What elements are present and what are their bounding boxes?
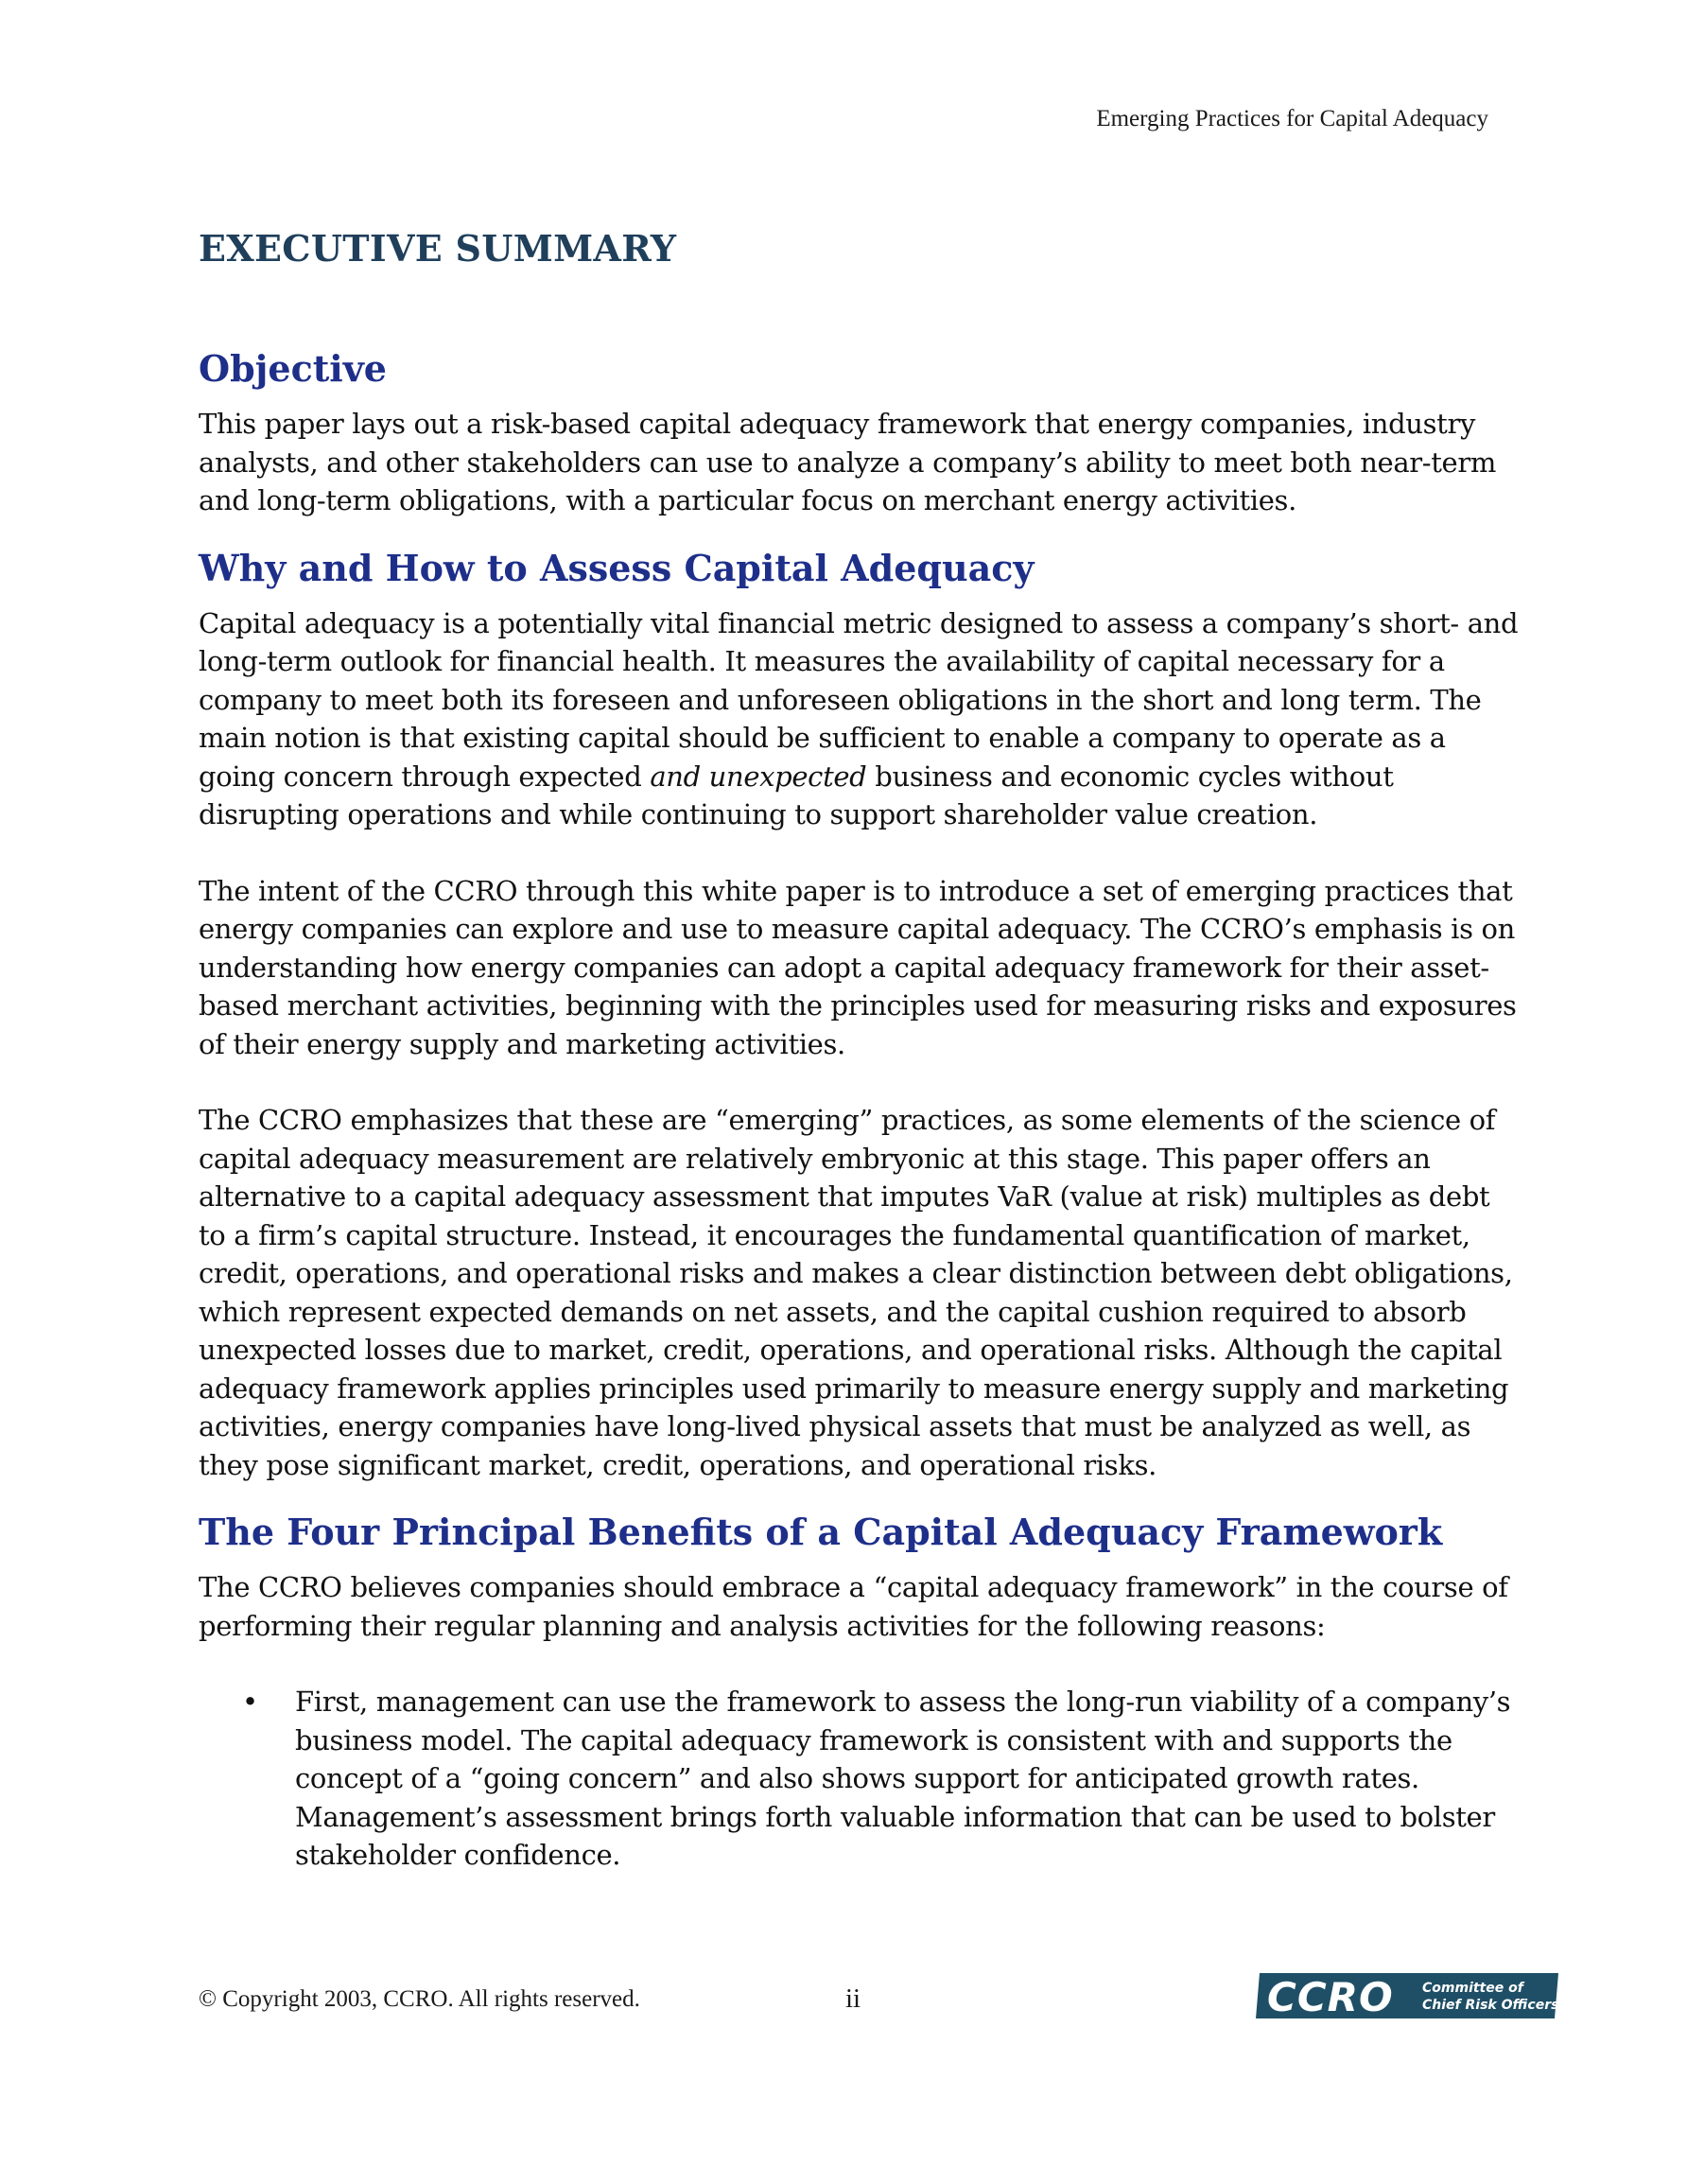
why-paragraph-1 — [199, 604, 1522, 834]
why-paragraph-1-part-a: Capital adequacy is a potentially vital financial metric designed to assess a company’s short- and long-term outlook for financial health. It measures the availability of capital necessary for a company to meet both its foreseen and unforeseen obligations in the short and long term. The main notion is that existing capital should be sufficient to enable a company to operate as a going concern through expected — [199, 606, 1519, 793]
why-paragraph-2: The intent of the CCRO through this white paper is to introduce a set of emerging practices that energy companies can explore and use to measure capital adequacy. The CCRO’s emphasis is on understanding how energy companies can adopt a capital adequacy framework for their asset-based merchant activities, beginning with the principles used for measuring risks and exposures of their energy supply and marketing activities. — [199, 874, 1517, 1060]
footer-copyright: © Copyright 2003, CCRO. All rights reserved. — [199, 1986, 640, 2012]
ccro-logo — [1254, 1969, 1562, 2022]
logo-line-1: Committee of — [1422, 1981, 1523, 1996]
page-title: EXECUTIVE SUMMARY — [199, 227, 677, 270]
page-number: ii — [845, 1983, 861, 2014]
why-paragraph-1-part-b: business and economic cycles without disrupting operations and while continuing to support shareholder value creation. — [199, 760, 1394, 830]
why-paragraph-1-emphasis: and unexpected — [650, 760, 867, 793]
page-content — [199, 227, 1522, 1875]
benefits-section — [199, 1511, 1522, 1875]
objective-paragraph: This paper lays out a risk-based capital adequacy framework that energy companies, industry analysts, and other stakeholders can use to analyze a company’s ability to meet both near-term and long-term obligations, with a particular focus on merchant energy activities. — [199, 408, 1497, 516]
why-section — [199, 547, 1522, 1485]
list-item — [199, 1683, 1522, 1875]
objective-section — [199, 347, 1522, 520]
why-heading: Why and How to Assess Capital Adequacy — [199, 546, 1035, 589]
logo-line-2: Chief Risk Officers — [1422, 1998, 1559, 2013]
why-paragraph-3: The CCRO emphasizes that these are “emerging” practices, as some elements of the science of capital adequacy measurement are relatively embryonic at this stage. This paper offers an alternative to a capital adequacy assessment that imputes VaR (value at risk) multiples as debt to a firm’s capital structure. Instead, it encourages the fundamental quantification of market, credit, operations, and operational risks and makes a clear distinction between debt obligations, which represent expected demands on net assets, and the capital cushion required to absorb unexpected losses due to market, credit, operations, and operational risks. Although the capital adequacy framework applies principles used primarily to measure energy supply and marketing activities, energy companies have long-lived physical assets that must be analyzed as well, as they pose significant market, credit, operations, and operational risks. — [199, 1104, 1513, 1481]
list-item-text: First, management can use the framework to assess the long-run viability of a company’s business model. The capital adequacy framework is consistent with and supports the concept of a “going concern” and also shows support for anticipated growth rates. Management’s assessment brings forth valuable information that can be used to bolster stakeholder confidence. — [295, 1686, 1511, 1871]
logo-wordmark: CCRO — [1267, 1974, 1394, 2020]
benefits-intro: The CCRO believes companies should embrace a “capital adequacy framework” in the course of performing their regular planning and analysis activities for the following reasons: — [199, 1571, 1508, 1642]
benefits-list — [199, 1683, 1522, 1875]
bullet-icon: • — [242, 1686, 258, 1718]
objective-heading: Objective — [199, 347, 387, 390]
running-header: Emerging Practices for Capital Adequacy — [1096, 106, 1488, 131]
benefits-heading: The Four Principal Benefits of a Capital Adequacy Framework — [199, 1511, 1443, 1553]
